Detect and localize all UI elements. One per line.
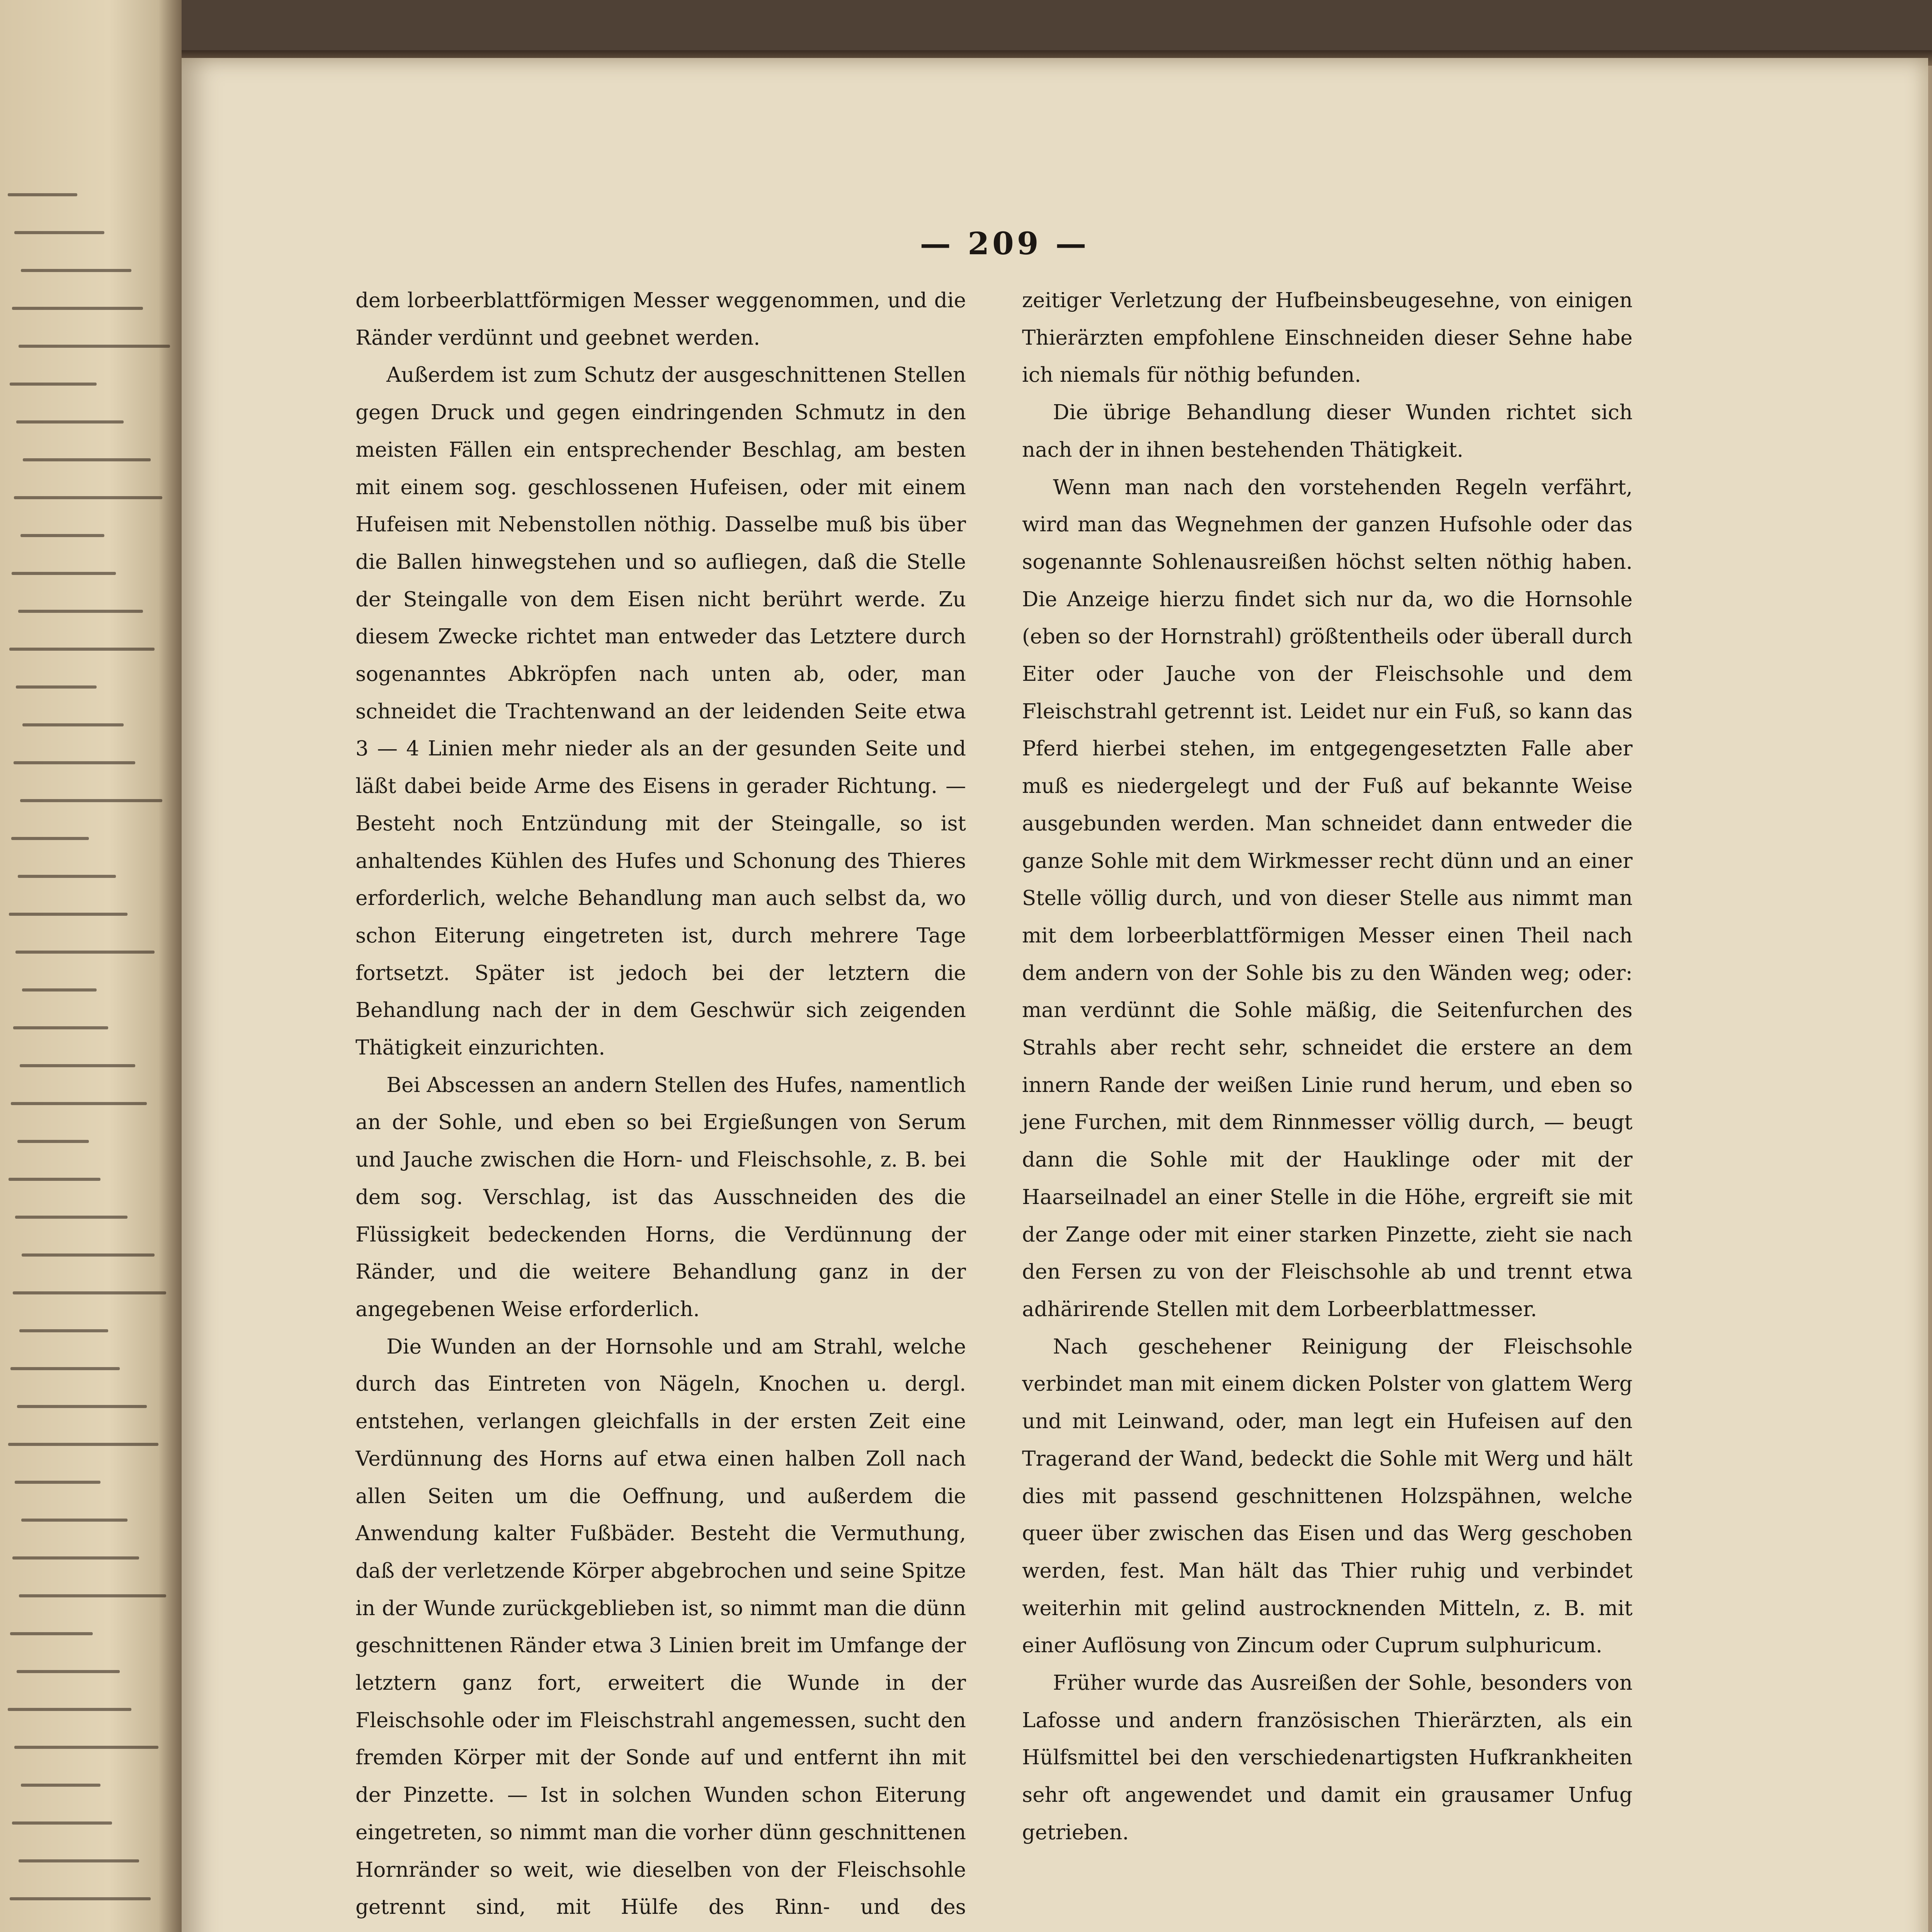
paragraph: Früher wurde das Ausreißen der Sohle, besonders von Lafosse und andern französischen Thierärzten, als ein Hülfsmittel bei den verschiedenartigsten Hufkrankheiten sehr oft angewendet und damit ein grausamer Unfug getrieben.: [1022, 1671, 1633, 1844]
facing-text-fragment: [20, 1064, 135, 1067]
right-column: [1022, 282, 1633, 1852]
facing-text-fragment: [21, 1519, 128, 1522]
paragraph: Die übrige Behandlung dieser Wunden richtet sich nach der in ihnen bestehenden Thätigkeit.: [1022, 401, 1633, 462]
paragraph: Wenn man nach den vorstehenden Regeln verfährt, wird man das Wegnehmen der ganzen Hufsohle oder das sogenannte Sohlenausreißen höchst selten nöthig haben. Die Anzeige hierzu findet sich nur da, wo die Hornsohle (eben so der Hornstrahl) größtentheils oder überall durch Eiter oder Jauche von der Fleischsohle und dem Fleischstrahl getrennt ist. Leidet nur ein Fuß, so kann das Pferd hierbei stehen, im entgegengesetzten Falle aber muß es niedergelegt und der Fuß auf bekannte Weise ausgebunden werden. Man schneidet dann entweder die ganze Sohle mit dem Wirkmesser recht dünn und an einer Stelle völlig durch, und von dieser Stelle aus nimmt man mit dem lorbeerblattförmigen Messer einen Theil nach dem andern von der Sohle bis zu den Wänden weg; oder: man verdünnt die Sohle mäßig, die Seitenfurchen des Strahls aber recht sehr, schneidet die erstere an dem innern Rande der weißen Linie rund herum, und eben so jene Furchen, mit dem Rinnmesser völlig durch, — beugt dann die Sohle mit der Hauklinge oder mit der Haarseilnadel an einer Stelle in die Höhe, ergreift sie mit der Zange oder mit einer starken Pinzette, zieht sie nach den Fersen zu von der Fleischsohle ab und trennt etwa adhärirende Stellen mit dem Lorbeerblattmesser.: [1022, 475, 1633, 1321]
facing-text-fragment: [11, 1102, 147, 1105]
facing-page-edge: [0, 0, 182, 1932]
facing-text-fragment: [10, 383, 97, 386]
facing-page-gutter: [158, 0, 182, 1932]
facing-text-fragment: [9, 648, 155, 651]
facing-text-fragment: [19, 1329, 108, 1332]
facing-text-fragment: [9, 913, 128, 916]
facing-text-fragment: [18, 875, 116, 878]
facing-text-fragment: [10, 1367, 120, 1370]
facing-text-fragment: [21, 1784, 100, 1787]
facing-text-fragment: [14, 1746, 158, 1749]
facing-text-fragment: [19, 345, 170, 348]
facing-text-fragment: [12, 1556, 139, 1560]
facing-text-fragment: [9, 1178, 100, 1181]
facing-text-fragment: [13, 1291, 166, 1294]
facing-text-fragment: [8, 193, 77, 196]
book-cover-edge: [1928, 54, 1932, 1932]
facing-text-fragment: [8, 1443, 158, 1446]
facing-text-fragment: [17, 1140, 89, 1143]
facing-text-fragment: [22, 988, 97, 992]
facing-text-fragment: [17, 1670, 120, 1673]
facing-text-fragment: [18, 610, 143, 613]
facing-text-fragment: [12, 307, 143, 310]
facing-text-fragment: [17, 1405, 147, 1408]
facing-text-fragment: [16, 685, 97, 689]
left-column: [355, 282, 966, 1932]
paragraph: Außerdem ist zum Schutz der ausgeschnittenen Stellen gegen Druck und gegen eindringenden Schmutz in den meisten Fällen ein entsprechender Beschlag, am besten mit einem sog. geschlossenen Hufeisen, oder mit einem Hufeisen mit Nebenstollen nöthig. Dasselbe muß bis über die Ballen hinwegstehen und so aufliegen, daß die Stelle der Steingalle von dem Eisen nicht berührt werde. Zu diesem Zwecke richtet man entweder das Letztere durch sogenanntes Abkröpfen nach unten ab, oder, man schneidet die Trachtenwand an der leidenden Seite etwa 3 — 4 Linien mehr nieder als an der gesunden Seite und läßt dabei beide Arme des Eisens in gerader Richtung. — Besteht noch Entzündung mit der Steingalle, so ist anhaltendes Kühlen des Hufes und Schonung des Thieres erforderlich, welche Behandlung man auch selbst da, wo schon Eiterung eingetreten ist, durch mehrere Tage fortsetzt. Später ist jedoch bei der letztern die Behandlung nach der in dem Geschwür sich zeigenden Thätigkeit einzurichten.: [355, 363, 966, 1060]
facing-text-fragment: [16, 420, 124, 423]
facing-text-fragment: [20, 534, 104, 537]
facing-text-fragment: [15, 1481, 100, 1484]
facing-text-fragment: [14, 496, 162, 499]
facing-text-fragment: [11, 837, 89, 840]
facing-text-fragment: [14, 231, 104, 234]
facing-text-fragment: [14, 761, 135, 764]
paragraph: dem lorbeerblattförmigen Messer weggenommen, und die Ränder verdünnt und geebnet werden.: [355, 289, 966, 350]
facing-text-fragment: [22, 723, 124, 726]
facing-text-fragment: [8, 1708, 131, 1711]
facing-text-fragment: [13, 1026, 108, 1029]
facing-text-fragment: [10, 1632, 93, 1635]
facing-text-fragment: [21, 269, 131, 272]
facing-text-fragment: [19, 1859, 139, 1862]
facing-text-fragment: [22, 1253, 155, 1257]
facing-text-fragment: [19, 1594, 166, 1597]
facing-text-fragment: [12, 1821, 112, 1825]
facing-text-fragment: [10, 1897, 151, 1900]
facing-text-fragment: [15, 951, 155, 954]
facing-text-fragment: [12, 572, 116, 575]
page-header: — 209 —: [920, 225, 1090, 262]
facing-text-fragment: [15, 1216, 128, 1219]
facing-text-fragment: [23, 458, 151, 461]
paragraph: Die Wunden an der Hornsohle und am Strahl, welche durch das Eintreten von Nägeln, Knochen u. dergl. entstehen, verlangen gleichfalls in der ersten Zeit eine Verdünnung des Horns auf etwa einen halben Zoll nach allen Seiten um die Oeffnung, und außerdem die Anwendung kalter Fußbäder. Besteht die Vermuthung, daß der verletzende Körper abgebrochen und seine Spitze in der Wunde zurückgeblieben ist, so nimmt man die dünn geschnittenen Ränder etwa 3 Linien breit im Umfange der letztern ganz fort, erweitert die Wunde in der Fleischsohle oder im Fleischstrahl angemessen, sucht den fremden Körper mit der Sonde auf und entfernt ihn mit der Pinzette. — Ist in solchen Wunden schon Eiterung eingetreten, so nimmt man die vorher dünn geschnittenen Hornränder so weit, wie dieselben von der Fleischsohle getrennt sind, mit Hülfe des Rinn- und des: [355, 1335, 966, 1919]
paragraph: Nach geschehener Reinigung der Fleischsohle verbindet man mit einem dicken Polster von glattem Werg und mit Leinwand, oder, man legt ein Hufeisen auf den Tragerand der Wand, bedeckt die Sohle mit Werg und hält dies mit passend geschnittenen Holzspähnen, welche queer über zwischen das Eisen und das Werg geschoben werden, fest. Man hält das Thier ruhig und verbindet weiterhin mit gelind austrocknenden Mitteln, z. B. mit einer Auflösung von Zincum oder Cuprum sulphuricum.: [1022, 1335, 1633, 1658]
facing-text-fragment: [20, 799, 162, 802]
paragraph: zeitiger Verletzung der Hufbeinsbeugesehne, von einigen Thierärzten empfohlene Einschneiden dieser Sehne habe ich niemals für nöthig befunden.: [1022, 289, 1633, 387]
paragraph: Bei Abscessen an andern Stellen des Hufes, namentlich an der Sohle, und eben so bei Ergießungen von Serum und Jauche zwischen die Horn- und Fleischsohle, z. B. bei dem sog. Verschlag, ist das Ausschneiden des die Flüssigkeit bedeckenden Horns, die Verdünnung der Ränder, und die weitere Behandlung ganz in der angegebenen Weise erforderlich.: [355, 1073, 966, 1321]
